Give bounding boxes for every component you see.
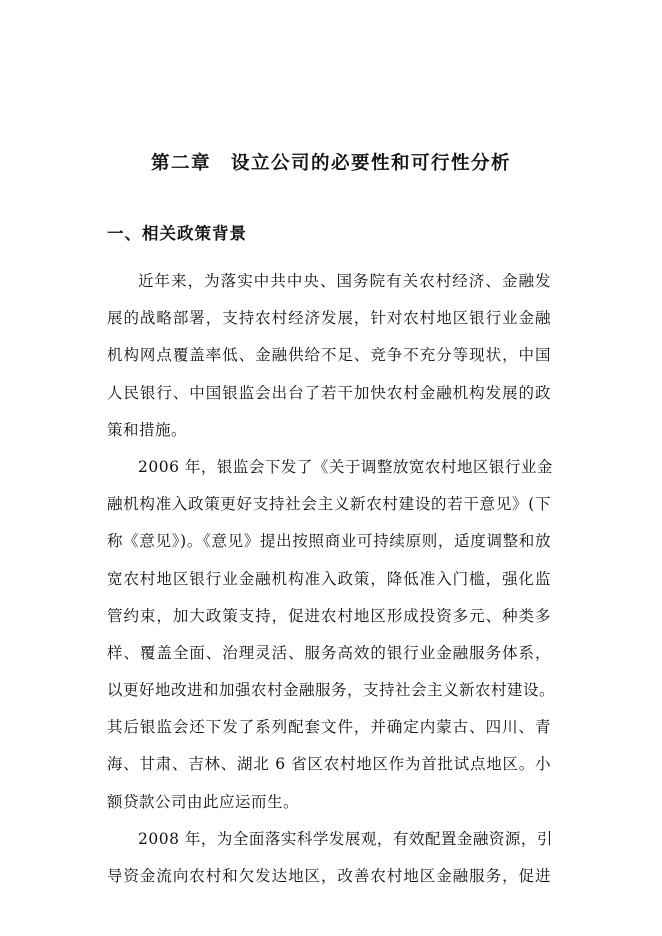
paragraph-line: 融机构准入政策更好支持社会主义新农村建设的若干意见》(下 bbox=[107, 495, 551, 514]
paragraph-line: 称《意见》)。《意见》提出按照商业可持续原则，适度调整和放 bbox=[107, 532, 551, 551]
body-text bbox=[107, 263, 556, 895]
paragraph-line: 人民银行、中国银监会出台了若干加快农村金融机构发展的政 bbox=[107, 383, 551, 402]
paragraph-line: 其后银监会还下发了系列配套文件，并确定内蒙古、四川、青 bbox=[107, 718, 551, 737]
paragraph-line: 样、覆盖全面、治理灵活、服务高效的银行业金融服务体系， bbox=[107, 643, 551, 662]
paragraph-line: 近年来，为落实中共中央、国务院有关农村经济、金融发 bbox=[138, 272, 551, 290]
paragraph-line: 策和措施。 bbox=[107, 420, 188, 439]
paragraph-line: 机构网点覆盖率低、金融供给不足、竞争不充分等现状，中国 bbox=[107, 346, 551, 365]
paragraph-line: 2006 年，银监会下发了《关于调整放宽农村地区银行业金 bbox=[138, 457, 553, 476]
paragraph-line: 海、甘肃、吉林、湖北 6 省区农村地区作为首批试点地区。小 bbox=[107, 755, 551, 774]
chapter-title: 第二章 设立公司的必要性和可行性分析 bbox=[150, 153, 511, 174]
paragraph-line: 以更好地改进和加强农村金融服务，支持社会主义新农村建设。 bbox=[107, 681, 556, 700]
paragraph-line: 导资金流向农村和欠发达地区，改善农村地区金融服务，促进 bbox=[107, 867, 551, 885]
section-heading: 一、相关政策背景 bbox=[107, 224, 247, 243]
paragraph-line: 展的战略部署，支持农村经济发展，针对农村地区银行业金融 bbox=[107, 309, 551, 328]
paragraph-line: 2008 年，为全面落实科学发展观，有效配置金融资源，引 bbox=[138, 829, 553, 848]
paragraph-line: 宽农村地区银行业金融机构准入政策，降低准入门槛，强化监 bbox=[107, 569, 551, 588]
paragraph-line: 额贷款公司由此应运而生。 bbox=[107, 792, 300, 811]
paragraph-line: 管约束，加大政策支持，促进农村地区形成投资多元、种类多 bbox=[107, 606, 551, 625]
